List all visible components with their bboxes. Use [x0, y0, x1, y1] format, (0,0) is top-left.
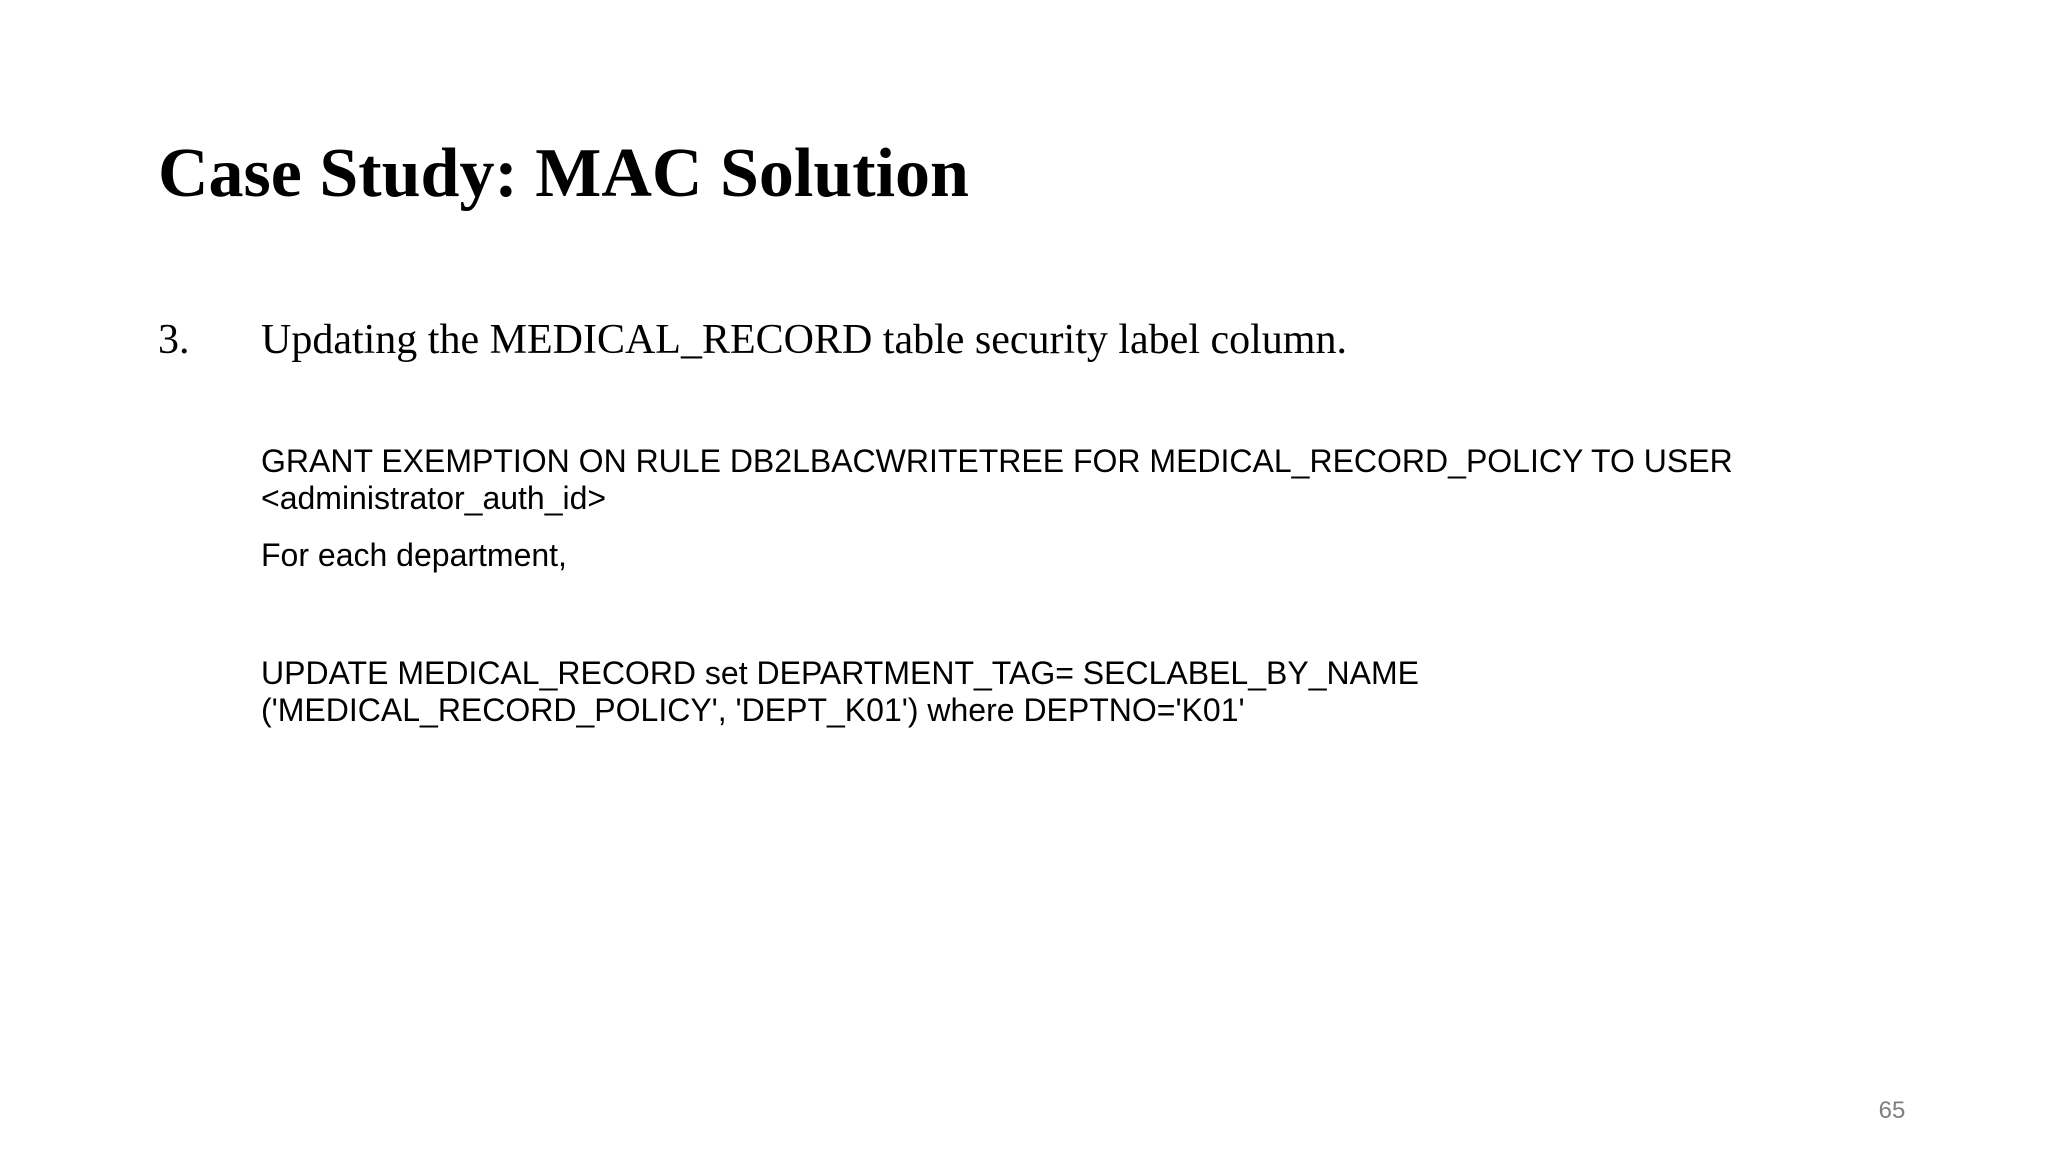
for-each-department-text: For each department, [261, 537, 567, 573]
page-number: 65 [1878, 1097, 1906, 1124]
update-statement-line-1: UPDATE MEDICAL_RECORD set DEPARTMENT_TAG= SECLABEL_BY_NAME [261, 655, 1419, 691]
slide-title: Case Study: MAC Solution [158, 135, 969, 212]
grant-statement-line-1: GRANT EXEMPTION ON RULE DB2LBACWRITETREE FOR MEDICAL_RECORD_POLICY TO USER [261, 443, 1733, 479]
update-statement-line-2: ('MEDICAL_RECORD_POLICY', 'DEPT_K01') where DEPTNO='K01' [261, 692, 1245, 728]
grant-statement-line-2: <administrator_auth_id> [261, 480, 607, 516]
step-text: Updating the MEDICAL_RECORD table security label column. [261, 317, 1347, 363]
step-number: 3. [158, 317, 190, 363]
